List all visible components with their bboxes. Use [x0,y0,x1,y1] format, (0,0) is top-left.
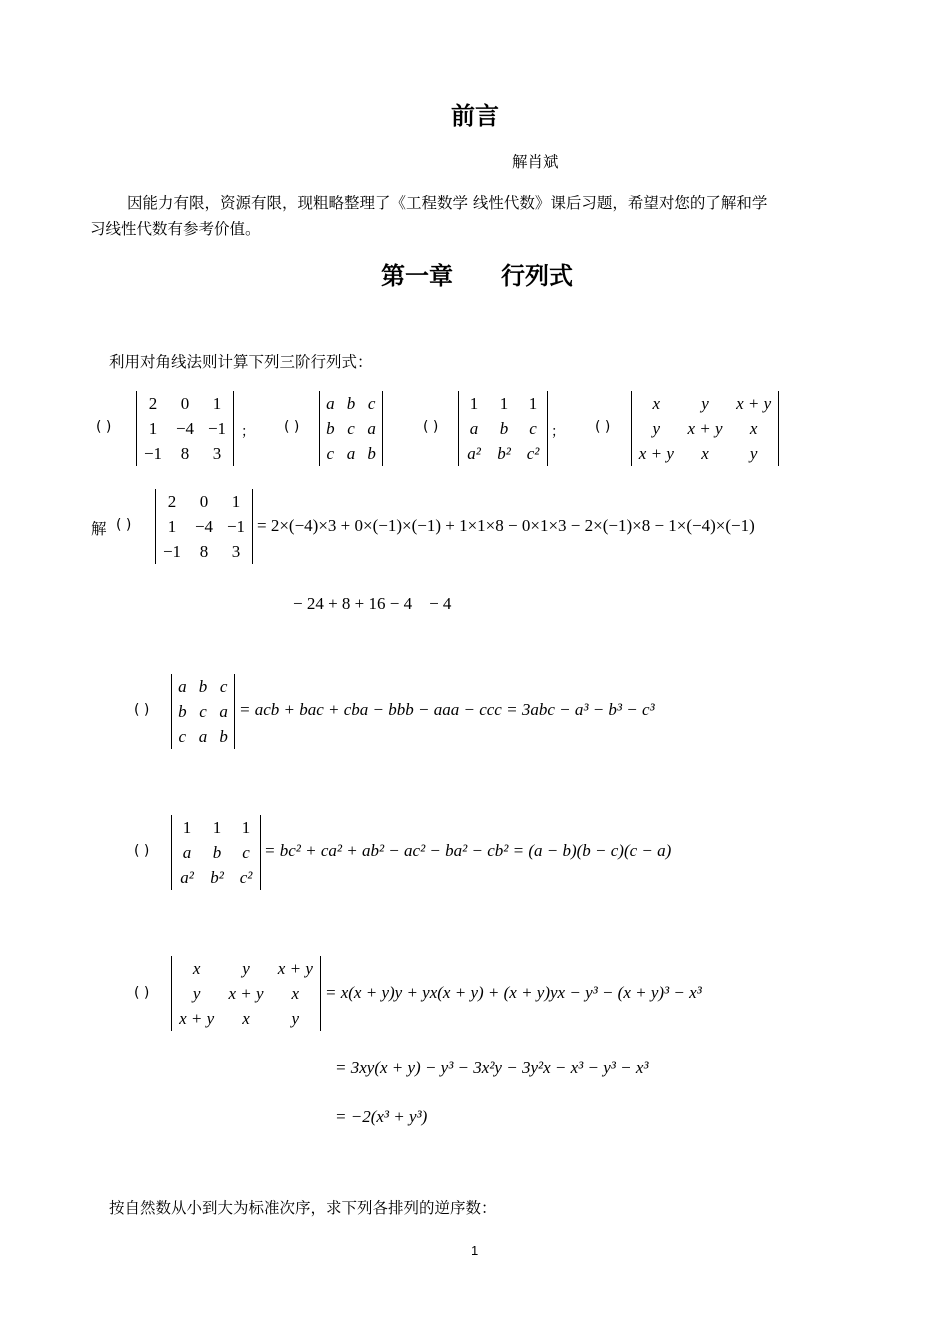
cell: x + y [736,393,772,413]
cell: c [529,418,537,438]
cell: a [182,842,192,862]
cell: c² [526,443,540,463]
cell: b² [497,443,511,463]
preface-text-line2: 习线性代数有参考价值。 [90,220,261,238]
sol-det-4 [171,956,321,1031]
label-4: ( ) [595,419,611,435]
cell: −4 [175,418,195,438]
cell: c² [239,867,253,887]
cell: b [499,418,509,438]
cell: b [219,726,228,746]
cell: −4 [194,516,214,536]
solution-eq1b: − 24 + 8 + 16 − 4 − 4 [293,594,452,613]
preface-title: 前言 [451,102,499,130]
cell: c [199,701,207,721]
solution-eq4: = x(x + y)y + yx(x + y) + (x + y)yx − y³ − (x + y)³ − x³ [325,983,702,1002]
cell: x + y [228,983,264,1003]
cell: b [346,393,356,413]
cell: 0 [180,393,190,413]
cell: x [192,958,201,978]
cell: x [749,418,758,438]
cell: 0 [199,491,209,511]
cell: a² [467,443,481,463]
cell: b [178,701,187,721]
cell: a [219,701,228,721]
det-4 [631,391,779,466]
cell: a [198,726,208,746]
cell: 1 [231,491,241,511]
cell: 2 [148,393,158,413]
sol-det-3 [171,815,261,890]
cell: 1 [212,393,222,413]
cell: c [326,443,335,463]
question-1-stem: 利用对角线法则计算下列三阶行列式： [109,353,373,371]
page-number: 1 [471,1243,479,1258]
cell: 1 [528,393,538,413]
sol-det-1 [155,489,253,564]
sol-det-2 [171,674,235,749]
cell: −1 [207,418,227,438]
semicolon-1: ； [241,424,255,440]
det-3 [458,391,548,466]
cell: c [367,393,376,413]
cell: c [178,726,187,746]
cell: a [367,418,376,438]
label-1: ( ) [96,419,112,435]
cell: −1 [143,443,163,463]
cell: x [652,393,661,413]
cell: y [749,443,758,463]
cell: 3 [212,443,222,463]
cell: b [367,443,376,463]
cell: 1 [499,393,509,413]
solution-eq2: = acb + bac + cba − bbb − aaa − ccc = 3abc − a³ − b³ − c³ [239,700,655,719]
cell: 2 [167,491,177,511]
cell: 8 [199,541,209,561]
cell: b [212,842,222,862]
author: 解肖斌 [512,153,559,171]
cell: 1 [148,418,158,438]
sol-label-2: ( ) [134,702,150,718]
cell: c [347,418,355,438]
cell: 1 [212,817,222,837]
cell: x + y [179,1008,215,1028]
cell: 1 [167,516,177,536]
sol-label-1: ( ) [116,517,132,533]
cell: 1 [469,393,479,413]
label-2: ( ) [284,419,300,435]
question-2-stem: 按自然数从小到大为标准次序，求下列各排列的逆序数： [109,1199,497,1217]
cell: y [701,393,709,413]
cell: b [198,676,208,696]
cell: a [178,676,187,696]
label-3: ( ) [423,419,439,435]
cell: −1 [226,516,246,536]
cell: a [469,418,479,438]
solution-eq4b: = 3xy(x + y) − y³ − 3x²y − 3y²x − x³ − y³ − x³ [335,1058,649,1077]
cell: a [326,393,335,413]
solution-eq4c: = −2(x³ + y³) [335,1107,428,1126]
cell: y [652,418,661,438]
cell: y [242,958,250,978]
solution-eq3: = bc² + ca² + ab² − ac² − ba² − cb² = (a − b)(b − c)(c − a) [264,841,672,860]
sol-label-4: ( ) [134,985,150,1001]
cell: 3 [231,541,241,561]
cell: −1 [162,541,182,561]
cell: x + y [277,958,313,978]
cell: x [291,983,300,1003]
solution-eq1: = 2×(−4)×3 + 0×(−1)×(−1) + 1×1×8 − 0×1×3 − 2×(−1)×8 − 1×(−4)×(−1) [257,516,755,535]
cell: b² [210,867,224,887]
cell: 1 [241,817,251,837]
cell: y [291,1008,300,1028]
sol-label-3: ( ) [134,843,150,859]
det-2 [319,391,383,466]
semicolon-3: ； [551,424,565,440]
cell: 1 [182,817,192,837]
cell: b [326,418,335,438]
cell: x + y [687,418,723,438]
cell: 8 [180,443,190,463]
det-1 [136,391,234,466]
chapter-title: 第一章 行列式 [381,262,573,290]
cell: x [701,443,709,463]
cell: a [346,443,356,463]
preface-text-line1: 因能力有限，资源有限，现粗略整理了《工程数学 线性代数》课后习题，希望对您的了解和学 [127,194,768,212]
cell: a² [180,867,194,887]
solution-label: 解 [91,520,107,538]
cell: y [192,983,201,1003]
cell: x + y [638,443,674,463]
cell: x [242,1008,250,1028]
cell: c [219,676,228,696]
cell: c [242,842,250,862]
